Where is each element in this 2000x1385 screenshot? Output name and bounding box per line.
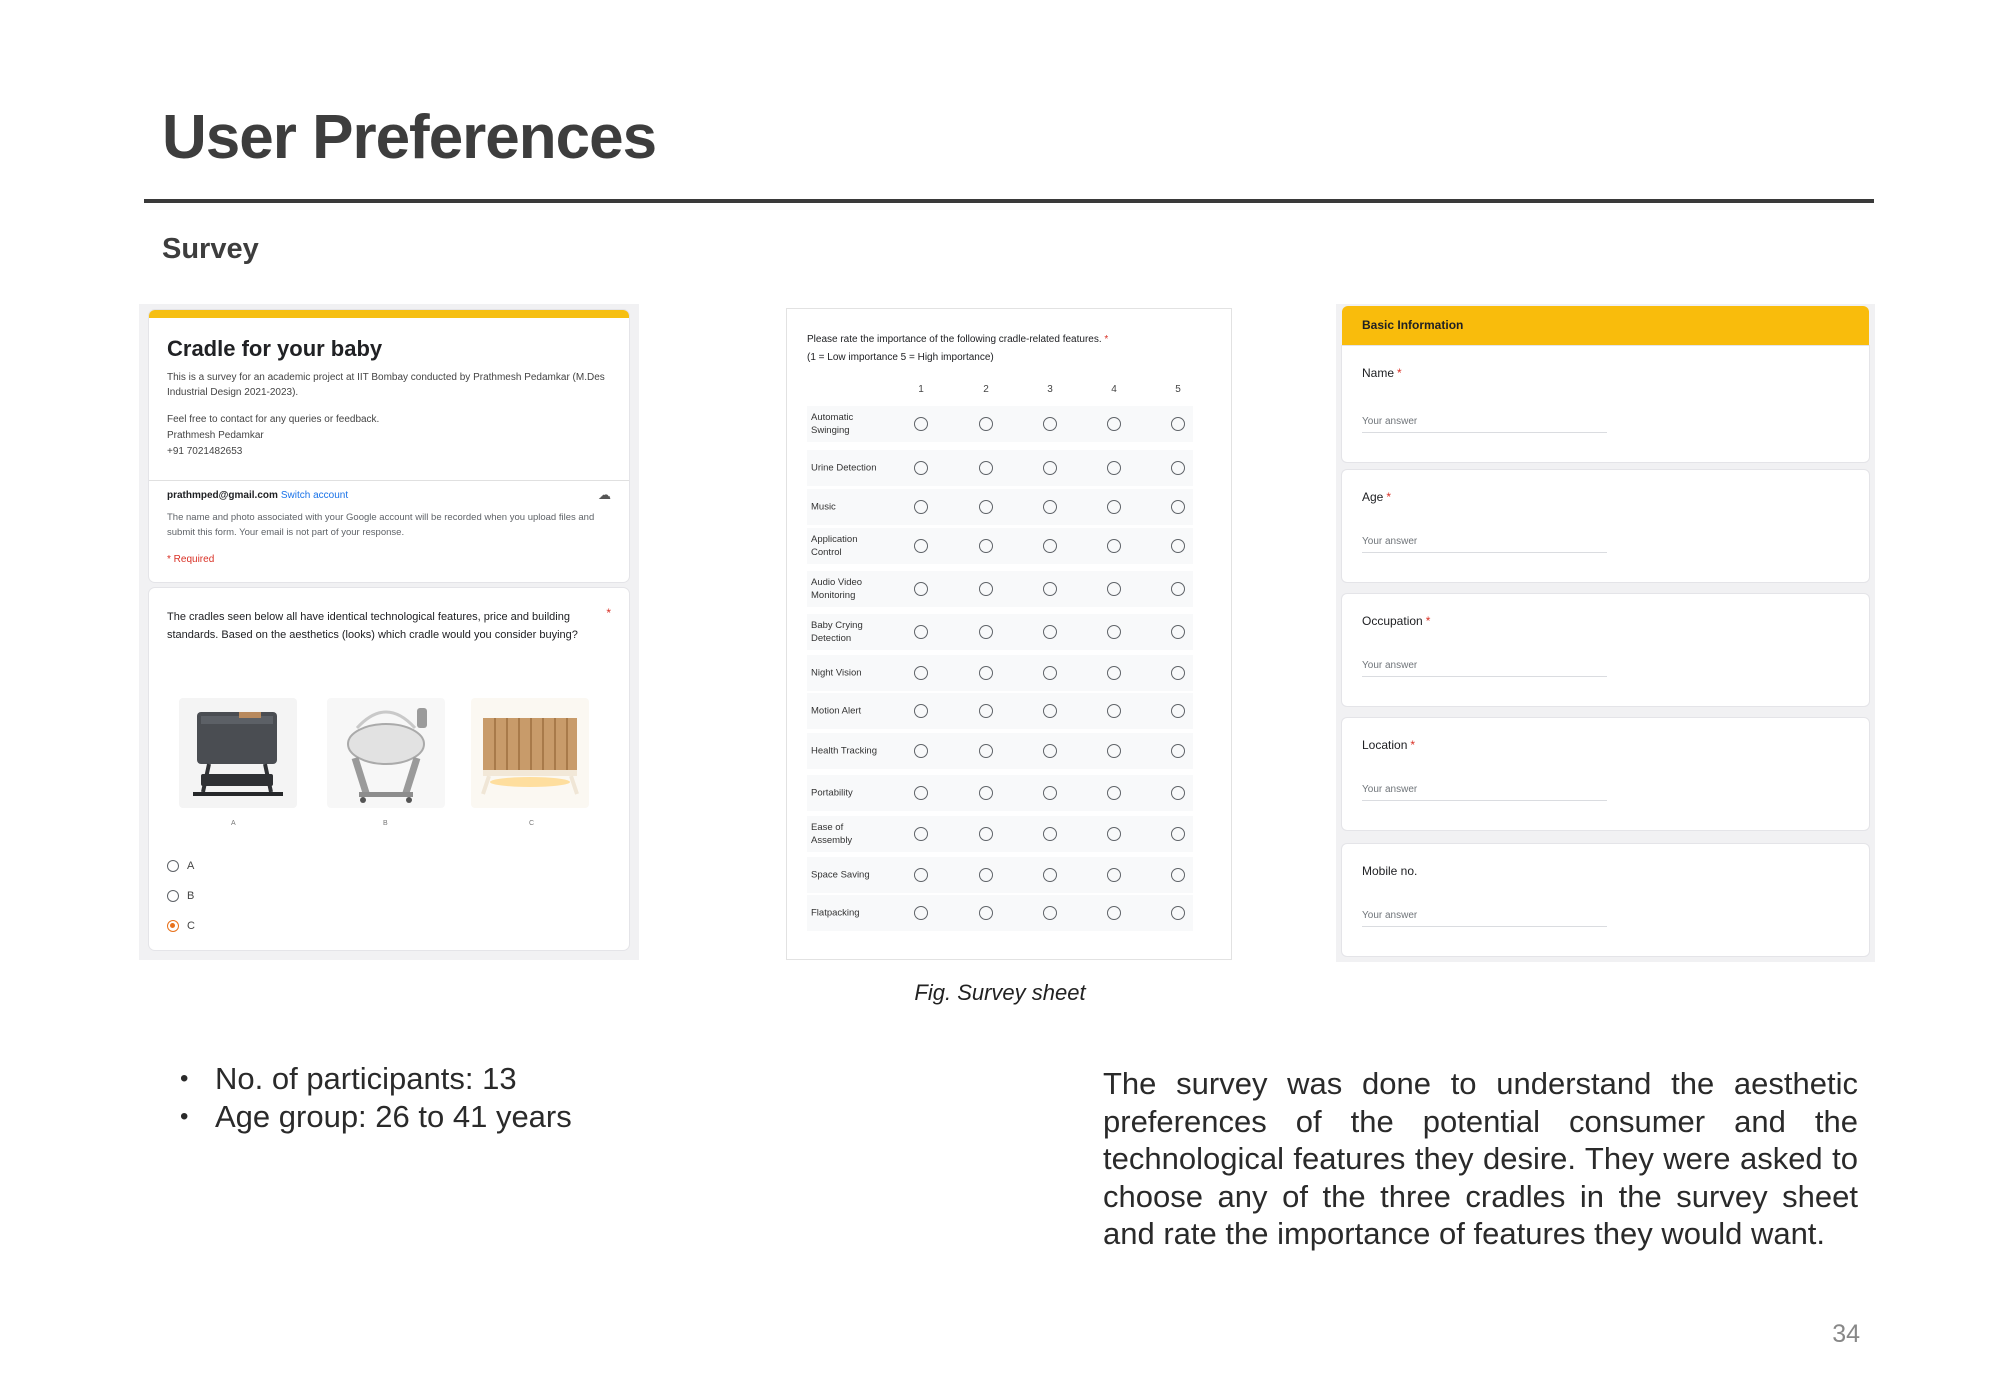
- grid-radio[interactable]: [914, 744, 928, 758]
- cradle-image-c: [471, 698, 589, 808]
- answer-input[interactable]: Your answer: [1362, 660, 1418, 671]
- field-label: [1362, 614, 1430, 628]
- grid-row-label: Urine Detection: [811, 462, 877, 474]
- account-row: [167, 490, 348, 501]
- grid-row-label: Flatpacking: [811, 907, 860, 919]
- radio-a[interactable]: [167, 860, 179, 872]
- field-label-text: Location: [1362, 738, 1408, 752]
- cradle-label-c: C: [529, 820, 535, 827]
- field-required-star: *: [1397, 366, 1402, 380]
- grid-column-header: 1: [918, 384, 924, 395]
- grid-radio[interactable]: [979, 906, 993, 920]
- grid-radio[interactable]: [1171, 582, 1185, 596]
- grid-radio[interactable]: [1107, 539, 1121, 553]
- field-label-text: Age: [1362, 490, 1384, 504]
- grid-radio[interactable]: [914, 786, 928, 800]
- grid-radio[interactable]: [1107, 582, 1121, 596]
- answer-input[interactable]: Your answer: [1362, 784, 1418, 795]
- option-b[interactable]: [167, 890, 194, 902]
- field-card: [1342, 594, 1869, 706]
- grid-row: [807, 655, 1193, 691]
- grid-radio[interactable]: [1171, 827, 1185, 841]
- grid-radio[interactable]: [979, 744, 993, 758]
- grid-row: [807, 693, 1193, 729]
- switch-account-link[interactable]: Switch account: [280, 490, 349, 501]
- grid-row-label: Motion Alert: [811, 705, 862, 717]
- grid-row-label: Audio Video Monitoring: [811, 577, 863, 601]
- grid-row: [807, 450, 1193, 486]
- grid-radio[interactable]: [1107, 417, 1121, 431]
- grid-radio[interactable]: [1107, 786, 1121, 800]
- required-note: * Required: [167, 554, 215, 565]
- grid-radio[interactable]: [1043, 786, 1057, 800]
- field-label: [1362, 864, 1417, 878]
- cradle-question-card: [149, 588, 629, 950]
- grid-radio[interactable]: [979, 417, 993, 431]
- section-subtitle: Survey: [162, 233, 259, 265]
- grid-radio[interactable]: [1107, 500, 1121, 514]
- grid-row: [807, 733, 1193, 769]
- option-a[interactable]: [167, 860, 194, 872]
- grid-radio[interactable]: [1043, 417, 1057, 431]
- grid-radio[interactable]: [1043, 704, 1057, 718]
- basic-info-screenshot: [1336, 304, 1875, 962]
- grid-radio[interactable]: [979, 582, 993, 596]
- grid-radio[interactable]: [914, 704, 928, 718]
- cradle-label-b: B: [383, 820, 388, 827]
- option-a-label: A: [187, 860, 195, 872]
- grid-row-label: Portability: [811, 787, 853, 799]
- option-c-label: C: [187, 920, 195, 932]
- grid-row: [807, 571, 1193, 607]
- cradle-question: The cradles seen below all have identical technological features, price and building standards. Based on the aesthetics (looks) which cradle would you consider buying?: [167, 611, 578, 641]
- field-required-star: *: [1386, 490, 1392, 504]
- survey-intro-screenshot: [139, 304, 639, 960]
- privacy-note: The name and photo associated with your Google account will be recorded when you upload files and submit this form. Your email is not part of your response.: [167, 512, 595, 538]
- grid-instruction: [807, 331, 1108, 367]
- grid-radio[interactable]: [1171, 666, 1185, 680]
- required-star: *: [606, 606, 611, 620]
- grid-radio[interactable]: [979, 666, 993, 680]
- grid-row-label: Music: [811, 501, 836, 513]
- grid-radio[interactable]: [1043, 868, 1057, 882]
- grid-radio[interactable]: [914, 500, 928, 514]
- radio-b[interactable]: [167, 890, 179, 902]
- answer-underline: [1362, 432, 1607, 433]
- answer-input[interactable]: Your answer: [1362, 416, 1418, 427]
- form-title: Cradle for your baby: [167, 336, 383, 361]
- grid-radio[interactable]: [979, 625, 993, 639]
- cradle-a-illustration: [179, 698, 297, 808]
- grid-radio[interactable]: [1107, 906, 1121, 920]
- grid-radio[interactable]: [979, 704, 993, 718]
- grid-row-label: Night Vision: [811, 667, 862, 679]
- form-accent-bar: [149, 310, 629, 318]
- grid-row-label: Ease of Assembly: [811, 822, 853, 846]
- grid-radio[interactable]: [1107, 461, 1121, 475]
- contact-name: Prathmesh Pedamkar: [167, 430, 264, 441]
- answer-underline: [1362, 926, 1607, 927]
- grid-radio[interactable]: [979, 868, 993, 882]
- answer-underline: [1362, 676, 1607, 677]
- grid-radio[interactable]: [1171, 906, 1185, 920]
- header-separator: [149, 480, 629, 481]
- grid-row: [807, 614, 1193, 650]
- basic-info-header: [1342, 306, 1869, 346]
- grid-radio[interactable]: [914, 625, 928, 639]
- grid-radio[interactable]: [914, 539, 928, 553]
- cloud-icon: ☁: [598, 487, 611, 502]
- fact-age-group: • Age group: 26 to 41 years: [180, 1098, 572, 1136]
- account-email: prathmped@gmail.com: [167, 490, 278, 501]
- grid-row: [807, 489, 1193, 525]
- slide-title: User Preferences: [162, 103, 657, 172]
- grid-radio[interactable]: [1043, 461, 1057, 475]
- field-label: [1362, 366, 1402, 380]
- grid-radio[interactable]: [1107, 666, 1121, 680]
- field-required-star: *: [1425, 614, 1431, 628]
- radio-c-selected[interactable]: [167, 920, 179, 932]
- field-card: [1342, 346, 1869, 462]
- grid-radio[interactable]: [979, 461, 993, 475]
- grid-row-label: Space Saving: [811, 869, 870, 881]
- grid-radio[interactable]: [1171, 744, 1185, 758]
- fact-participants: • No. of participants: 13: [180, 1060, 572, 1098]
- grid-radio[interactable]: [914, 827, 928, 841]
- survey-description: The survey was done to understand the aesthetic preferences of the potential consumer and the technological features they desire. They were asked to choose any of the three cradles in the survey sheet and rate the importance of features they would want.: [1103, 1066, 1858, 1251]
- rating-grid-screenshot: [787, 309, 1231, 959]
- grid-row-label: Application Control: [811, 534, 858, 558]
- grid-row: [807, 528, 1193, 564]
- grid-radio[interactable]: [914, 906, 928, 920]
- answer-underline: [1362, 552, 1607, 553]
- grid-radio[interactable]: [1171, 625, 1185, 639]
- grid-column-header: 2: [983, 384, 989, 395]
- grid-radio[interactable]: [1107, 827, 1121, 841]
- page-number: 34: [1832, 1320, 1860, 1348]
- form-header-card: [149, 310, 629, 582]
- grid-radio[interactable]: [1043, 666, 1057, 680]
- grid-radio[interactable]: [1171, 704, 1185, 718]
- grid-scale-note: (1 = Low importance 5 = High importance): [807, 352, 994, 363]
- grid-radio[interactable]: [1171, 417, 1185, 431]
- grid-radio[interactable]: [1043, 582, 1057, 596]
- field-card: [1342, 844, 1869, 956]
- field-label-text: Name: [1362, 366, 1395, 380]
- answer-input[interactable]: Your answer: [1362, 536, 1418, 547]
- cradle-b-illustration: [327, 698, 445, 808]
- grid-radio[interactable]: [1171, 868, 1185, 882]
- cradle-c-illustration: [471, 698, 589, 808]
- grid-radio[interactable]: [1043, 744, 1057, 758]
- grid-radio[interactable]: [979, 786, 993, 800]
- grid-column-header: 3: [1047, 384, 1053, 395]
- grid-row: [807, 775, 1193, 811]
- figure-caption: Fig. Survey sheet: [914, 980, 1086, 1005]
- grid-row: [807, 895, 1193, 931]
- cradle-image-a: [179, 698, 297, 808]
- grid-radio[interactable]: [1171, 500, 1185, 514]
- field-required-star: *: [1410, 738, 1416, 752]
- grid-radio[interactable]: [1171, 786, 1185, 800]
- grid-row: [807, 857, 1193, 893]
- contact-line: Feel free to contact for any queries or feedback.: [167, 414, 380, 425]
- grid-radio[interactable]: [1107, 704, 1121, 718]
- grid-radio[interactable]: [1043, 827, 1057, 841]
- cradle-label-a: A: [231, 820, 236, 827]
- field-label: [1362, 490, 1391, 504]
- grid-row: [807, 406, 1193, 442]
- grid-radio[interactable]: [1043, 625, 1057, 639]
- grid-radio[interactable]: [1107, 744, 1121, 758]
- grid-radio[interactable]: [914, 868, 928, 882]
- title-divider: [144, 199, 1874, 203]
- option-b-label: B: [187, 890, 195, 902]
- grid-radio[interactable]: [979, 827, 993, 841]
- grid-radio[interactable]: [1171, 461, 1185, 475]
- field-label: [1362, 738, 1415, 752]
- grid-radio[interactable]: [914, 666, 928, 680]
- grid-question: Please rate the importance of the following cradle-related features.: [807, 334, 1102, 345]
- grid-row: [807, 816, 1193, 852]
- contact-phone: +91 7021482653: [167, 446, 243, 457]
- grid-radio[interactable]: [914, 461, 928, 475]
- grid-radio[interactable]: [1107, 868, 1121, 882]
- grid-radio[interactable]: [1043, 539, 1057, 553]
- grid-column-header: 5: [1175, 384, 1181, 395]
- grid-radio[interactable]: [1107, 625, 1121, 639]
- answer-underline: [1362, 800, 1607, 801]
- field-label-text: Occupation: [1362, 614, 1423, 628]
- grid-radio[interactable]: [979, 500, 993, 514]
- form-description: This is a survey for an academic project at IIT Bombay conducted by Prathmesh Pedamkar (M.Des Industrial Design 2021-2023).: [167, 372, 605, 398]
- grid-radio[interactable]: [1171, 539, 1185, 553]
- option-c[interactable]: [167, 920, 195, 932]
- answer-input[interactable]: Your answer: [1362, 910, 1418, 921]
- grid-radio[interactable]: [914, 582, 928, 596]
- field-label-text: Mobile no.: [1362, 864, 1418, 878]
- grid-column-header: 4: [1111, 384, 1117, 395]
- grid-radio[interactable]: [979, 539, 993, 553]
- field-card: [1342, 718, 1869, 830]
- grid-radio[interactable]: [1043, 500, 1057, 514]
- grid-row-label: Health Tracking: [811, 745, 878, 757]
- cradle-image-b: [327, 698, 445, 808]
- grid-row-label: Baby Crying Detection: [811, 620, 863, 644]
- basic-info-title: Basic Information: [1362, 318, 1464, 332]
- grid-radio[interactable]: [1043, 906, 1057, 920]
- facts-list: [180, 1060, 572, 1136]
- grid-row-label: Automatic Swinging: [811, 412, 854, 436]
- grid-radio[interactable]: [914, 417, 928, 431]
- field-card: [1342, 470, 1869, 582]
- grid-required-star: *: [1104, 334, 1109, 345]
